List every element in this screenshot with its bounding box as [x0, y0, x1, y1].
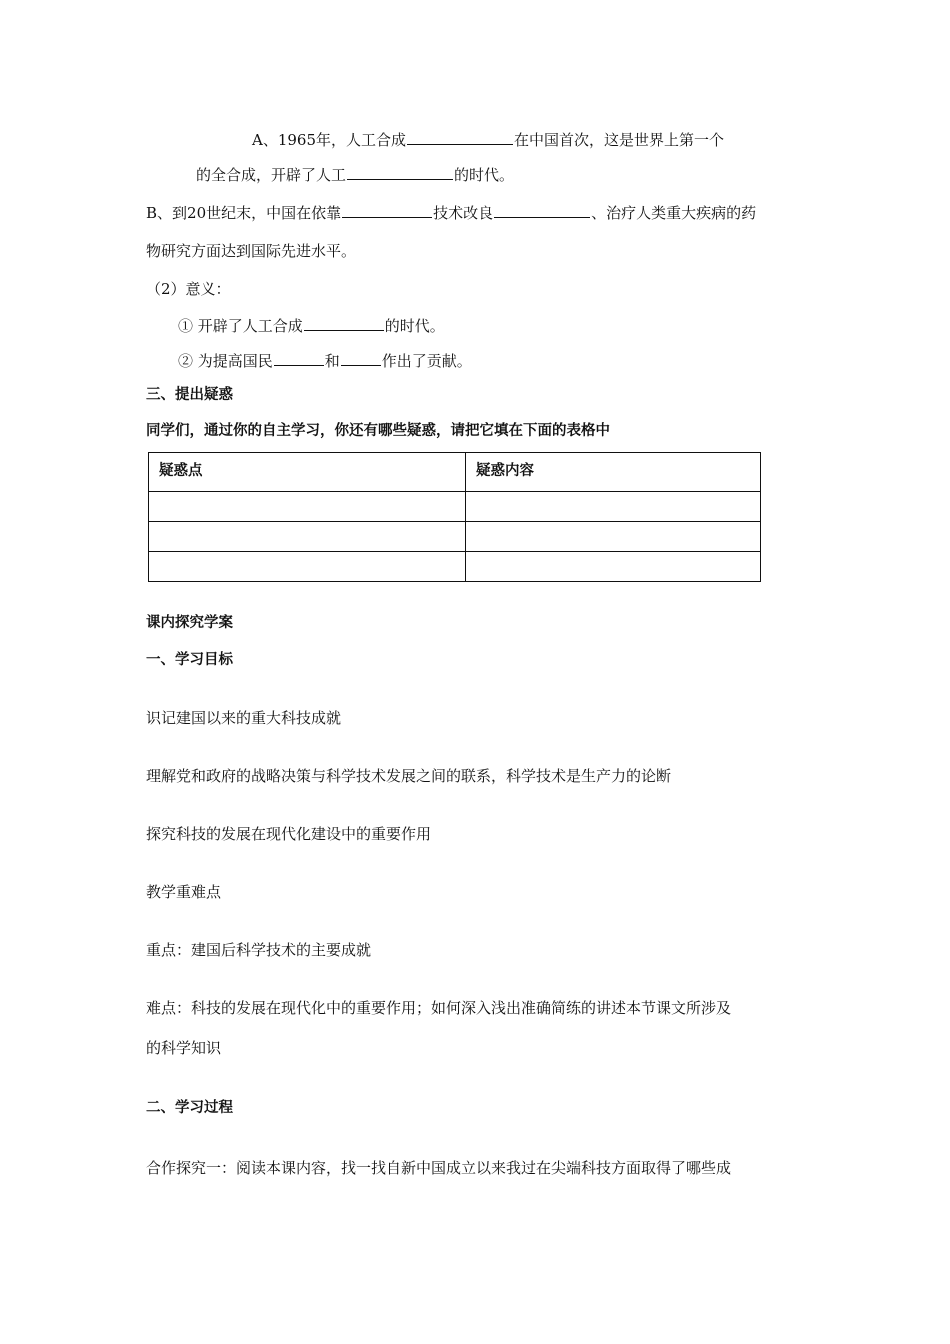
table-header-row	[149, 453, 761, 492]
section-heading-doubts: 三、提出疑惑	[146, 387, 233, 403]
significance-item-2	[178, 349, 472, 371]
table-cell[interactable]	[149, 552, 466, 582]
blank-field[interactable]	[342, 201, 432, 218]
blank-field[interactable]	[304, 314, 384, 331]
blank-field[interactable]	[347, 163, 453, 180]
text: ② 为提高国民	[178, 352, 273, 370]
text: B、到20世纪末，中国在依靠	[146, 204, 342, 222]
fill-line-b1	[146, 201, 756, 223]
table-cell[interactable]	[466, 522, 761, 552]
key-point: 重点：建国后科学技术的主要成就	[146, 941, 372, 959]
blank-field[interactable]	[274, 349, 324, 366]
cooperative-inquiry-1: 合作探究一：阅读本课内容，找一找自新中国成立以来我过在尖端科技方面取得了哪些成	[146, 1159, 732, 1177]
significance-item-1	[178, 314, 445, 336]
table-cell[interactable]	[149, 522, 466, 552]
section-heading-goals: 一、学习目标	[146, 652, 233, 668]
table-row	[149, 492, 761, 522]
text: 、治疗人类重大疾病的药	[591, 204, 757, 222]
section-heading-process: 二、学习过程	[146, 1100, 233, 1116]
blank-field[interactable]	[341, 349, 381, 366]
text: 在中国首次，这是世界上第一个	[514, 131, 725, 149]
text: 的全合成，开辟了人工	[196, 166, 347, 184]
text: A、1965年，人工合成	[252, 131, 407, 149]
significance-label: （2）意义：	[146, 280, 231, 298]
text: ① 开辟了人工合成	[178, 317, 303, 335]
blank-field[interactable]	[494, 201, 590, 218]
text: 的时代。	[454, 166, 515, 184]
doubts-instruction: 同学们，通过你的自主学习，你还有哪些疑惑，请把它填在下面的表格中	[146, 423, 610, 439]
difficult-point-line-2: 的科学知识	[146, 1039, 222, 1057]
table-cell[interactable]	[466, 492, 761, 522]
fill-line-a2	[196, 163, 514, 185]
table-row	[149, 552, 761, 582]
difficult-point-line-1: 难点：科技的发展在现代化中的重要作用；如何深入浅出准确简练的讲述本节课文所涉及	[146, 999, 732, 1017]
table-header-cell: 疑惑点	[149, 453, 466, 492]
blank-field[interactable]	[407, 128, 513, 145]
text: 作出了贡献。	[381, 352, 472, 370]
fill-line-b2: 物研究方面达到国际先进水平。	[146, 242, 357, 260]
goal-item-1: 识记建国以来的重大科技成就	[146, 709, 342, 727]
doubts-table	[148, 452, 761, 582]
lesson-title: 课内探究学案	[146, 615, 233, 631]
table-cell[interactable]	[149, 492, 466, 522]
text: 和	[324, 352, 340, 370]
goal-item-2: 理解党和政府的战略决策与科学技术发展之间的联系，科学技术是生产力的论断	[146, 767, 672, 785]
table-header-cell: 疑惑内容	[466, 453, 761, 492]
fill-line-a1	[252, 128, 724, 150]
text: 的时代。	[384, 317, 445, 335]
table-row	[149, 522, 761, 552]
table-cell[interactable]	[466, 552, 761, 582]
key-points-heading: 教学重难点	[146, 883, 222, 901]
text: 技术改良	[433, 204, 494, 222]
goal-item-3: 探究科技的发展在现代化建设中的重要作用	[146, 825, 432, 843]
